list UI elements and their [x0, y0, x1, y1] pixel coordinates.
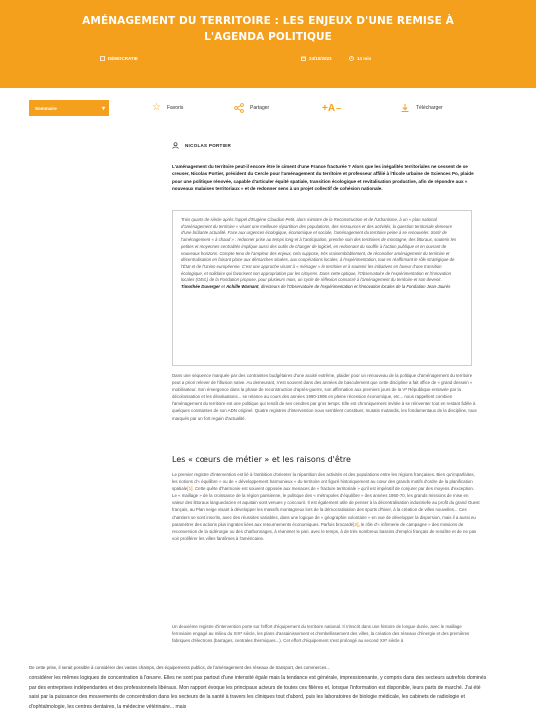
telecharger-label: Télécharger: [416, 105, 443, 111]
author-name: NICOLAS PORTIER: [185, 143, 232, 148]
signature-and: et: [220, 284, 227, 290]
clock-icon: [349, 56, 354, 61]
article-title: AMÉNAGEMENT DU TERRITOIRE : LES ENJEUX D'UNE REMISE À L'AGENDA POLITIQUE: [82, 15, 454, 43]
user-icon: [172, 142, 179, 149]
quote-text: Trois quarts de siècle après l'appel d'Eugène Claudius-Petit, alors ministre de la Reconstruction et de l'Urbanisme, à un « plan national d'aménagement du territoire » visant une meilleure répartition des populations, des ressources et des activités, la question territoriale demeure d'une brûlante actualité. Face aux urgences écologique, économique et sociale, l'aménagement du territoire peine à se renouveler. Sortir de l'aménagement « à chaud » : redonner prise au temps long et à l'anticipation, prendre soin des territoires de montagne, des littoraux, soutenir les petites et moyennes centralités implique aussi des outils de changer de logiciel, en redonnant du souffle à l'action publique et en ouvrant de nouveaux horizons. Compte tenu de l'ampleur des enjeux, cela suppose, très vraisemblablement, de réconcilier aménagement du territoire et décentralisation en faisant place aux démarches situées, aux coopérations locales, à l'expérimentation, tout en réaffirmant le rôle stratégique de l'État et de l'Union européenne. C'est une approche visant à « ménager » le territoire et à soutenir les initiatives en faveur d'une transition écologique, et solidaire qui favorisent son appropriation par les citoyens. Dans cette optique, l'Observatoire de l'expérimentation et l'innovation locales (OEIL) de la Fondation propose, pour plusieurs mois, un cycle de réflexion consacré à l'aménagement du territoire et son devenir.: [181, 217, 457, 283]
p2-part-a: Le premier registre d'intervention est lié à l'ambition d'orienter la répartition des activités et des populations entre les régions françaises. Bien qu'imparfaites, les notions d'« équilibre » ou de « développement harmonieux » du territoire ont figuré historiquement au cœur des grands motifs d'ordre de la planification spatiale: [172, 472, 475, 492]
section-heading: Les « cœurs de métier » et les raisons d'être: [172, 455, 351, 464]
signature-author-1[interactable]: Timothée Duverger: [181, 284, 221, 290]
font-size-control[interactable]: [322, 100, 341, 116]
body-paragraph-3: Un deuxième registre d'intervention porte sur l'effort d'équipement du territoire national. Il s'inscrit dans une histoire de longue durée, avec le maillage ferroviaire engagé au milieu du XIXᵉ siècle, les plans d'assainissement et d'embellissement des villes, la création des réseaux d'énergie et des premières fabriques d'électrons (barrages, centrales thermiques...). Cet effort d'équipement s'est prolongé au second XXᵉ siècle à: [172, 624, 470, 644]
read-time-label: 14 min: [357, 56, 372, 61]
calendar-icon: [301, 56, 306, 61]
quote-signature: [181, 284, 463, 291]
font-increase-button[interactable]: +A: [322, 102, 336, 114]
overlapping-text: De cette prise, il serait possible à considérer des vastes champs, des équipements publics, de l'aménagement des réseaux de transport, des commerces...: [29, 665, 331, 670]
footnote-ref-2[interactable]: [2]: [353, 521, 359, 527]
telecharger-button[interactable]: [400, 100, 443, 116]
star-icon: ☆: [152, 102, 161, 113]
body-paragraph-1: Dans une séquence marquée par des contraintes budgétaires d'une acuité extrême, plaider pour un renouveau de la politique d'aménagement du territoire peut a priori relever de l'illusion naïve. Au demeurant, n'est souvent dans des années de basculement que cette discipline a fait office de « grand dessein » mobilisateur. Son émergence dans la phase de reconstruction d'après-guerre, son affirmation aux premiers jours de la Vᵉ République entravée par la décolonisation et les dévaluations... se relance au cours des années 1990-1995 en pleine récession économique, etc... nous rappellent combien l'aménagement du territoire est une politique qui renaît de ses cendres par gros temps. Elle est chroniquement invitée à se réinventer tout en restant fidèle à quelques constantes de son ADN originel. Quatre registres d'intervention nous semblent constituer, mutatis mutandis, les fondamentaux de la discipline, tous marqués par un fort regain d'actualité.: [172, 373, 477, 421]
p2-part-c: , le rôle d'« infirmerie de campagne » des missions de reconversion de la sidérurgie ou des charbonnages, à réanimer le pari, avec le temps, à de très nombreux bassins d'emploi français de renaître et de ne pas voir proliférer les villes fantômes à l'américaine.: [172, 521, 477, 541]
share-icon: [234, 103, 244, 113]
article-lead: L'aménagement du territoire peut-il encore être le ciment d'une France fracturée ? Alors que les inégalités territoriales ne cessent de se creuser, Nicolas Portier, président du Cercle pour l'aménagement du territoire et professeur affilié à l'École urbaine de Sciences Po, plaide pour une politique rénovée, capable d'articuler équité spatiale, transition écologique et revitalisation productive, afin de répondre aux « nouveaux malaises territoriaux » et de redonner sens à un projet collectif de cohésion nationale.: [172, 164, 474, 192]
partager-button[interactable]: [234, 100, 269, 116]
category-tag[interactable]: [100, 56, 138, 61]
signature-rest: , directeurs de l'Observatoire de l'expérimentation et l'innovation locales de la Fondation Jean-Jaurès: [258, 284, 451, 290]
signature-author-2[interactable]: Achille Warnant: [226, 284, 259, 290]
partager-label: Partager: [250, 105, 270, 111]
tag-icon: [100, 56, 105, 61]
sommaire-label: Sommaire: [35, 105, 57, 111]
font-decrease-button[interactable]: –: [336, 103, 342, 113]
favoris-label: Favoris: [166, 105, 184, 111]
p2-part-b: . Cette quête d'harmonie est souvent opposée aux menaces de « fracture territoriale » qu'il est impératif de conjurer par des moyens d'exception. Le « maillage » de la croissance de la région parisienne, le politique des « métropoles d'équilibre » des années 1960-70, les grands missions de mise en valeur des littoraux languedocien et aquitain sont venues y concourir. Il est également utile de penser à la décentralisation industrielle au profit du grand Ouest français, au Plan neige visant à développer les massifs montagneux lors de la démocratisation des sports d'hiver, à la création de villes nouvelles... Ces chantiers se sont inscrits, avec des réussites variables, dans une logique de « géographie volontaire » en vue de développer la dispersion, mais il a aussi eu paramétrer des actions plus ingrates liées aux retournements économiques. Parfois brocardé: [172, 486, 480, 527]
article-header: [0, 0, 536, 88]
date-label: 24/10/2023: [309, 56, 332, 61]
overlay-paragraph: considérer les mêmes logiques de concentration à l'œuvre. Elles ne sont pas partout d'une intensité égale mais la tendance est générale, impressionnante, y compris dans des secteurs autrefois dominés par des entreprises indépendantes et des professionnels libéraux. Mon rapport évoque les principaux acteurs de toutes ces filières et, lorsque l'information est disponible, leurs parts de marché. J'ai été saisi par la puissance des mouvements de concentration dans les secteurs de la santé à travers les cliniques tout d'abord, puis les laboratoires de biologie médicale, les cabinets de radiologie et d'ophtalmologie, les centres dentaires, la médecine vétérinaire... mais: [29, 675, 487, 710]
body-paragraph-2: [172, 471, 480, 542]
download-icon: [400, 103, 410, 113]
favoris-button[interactable]: [152, 100, 183, 116]
footnote-ref-1[interactable]: [1]: [187, 486, 193, 492]
intro-quote-box: [172, 210, 472, 366]
sommaire-dropdown[interactable]: [29, 100, 109, 116]
publication-date: [301, 56, 332, 61]
category-label: DÉMOCRATIE: [108, 56, 138, 61]
read-time: [349, 56, 371, 61]
chevron-down-icon: ▾: [101, 105, 105, 112]
author-byline[interactable]: [172, 142, 231, 149]
